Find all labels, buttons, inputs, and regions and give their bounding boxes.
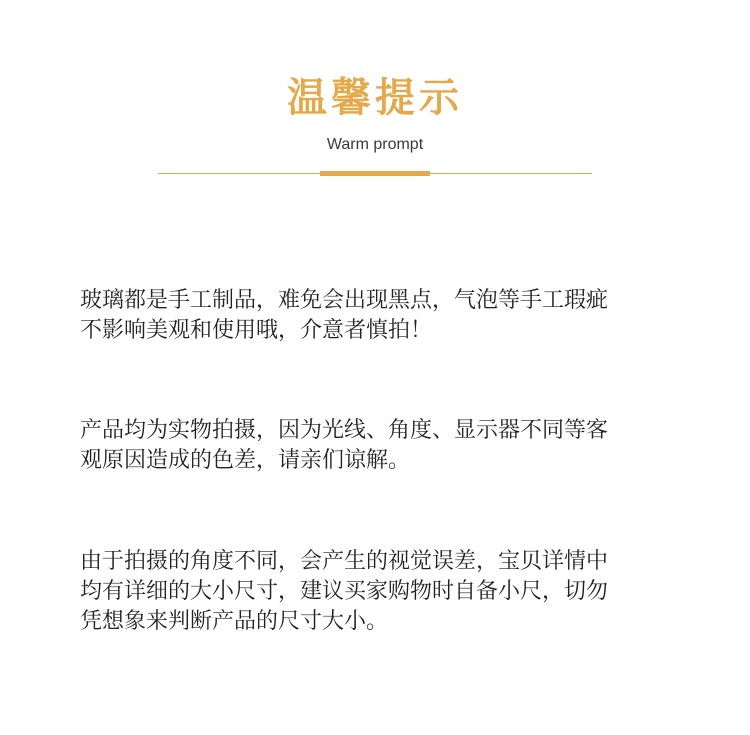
notice-paragraph-glass: [80, 286, 690, 346]
paragraph-line: 玻璃都是手工制品，难免会出现黑点，气泡等手工瑕疵: [80, 288, 609, 313]
paragraph-line: 不影响美观和使用哦，介意者慎拍！: [80, 318, 433, 343]
notice-paragraph-size: [80, 547, 690, 637]
notice-paragraph-color: [80, 416, 690, 476]
page-subtitle: Warm prompt: [326, 136, 424, 153]
paragraph-line: 凭想象来判断产品的尺寸大小。: [80, 609, 389, 634]
paragraph-line: 观原因造成的色差，请亲们谅解。: [80, 448, 411, 473]
paragraph-line: 产品均为实物拍摄，因为光线、角度、显示器不同等客: [80, 418, 609, 443]
paragraph-line: 均有详细的大小尺寸，建议买家购物时自备小尺，切勿: [80, 579, 609, 604]
page-title: 温馨提示: [287, 75, 463, 121]
divider-accent: [320, 171, 430, 176]
paragraph-line: 由于拍摄的角度不同，会产生的视觉误差，宝贝详情中: [80, 549, 609, 574]
